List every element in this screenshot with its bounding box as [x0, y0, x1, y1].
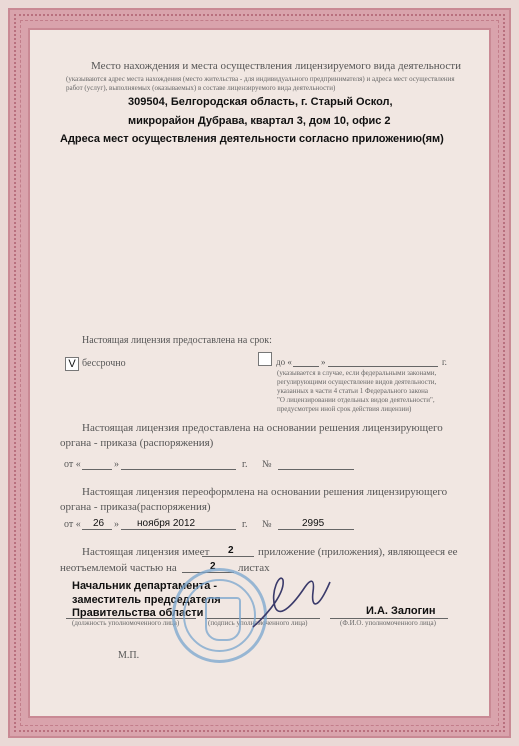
signatory-position-3: Правительства области — [72, 607, 204, 619]
basis2-from: от « — [64, 519, 81, 530]
address-line-3: Адреса мест осуществления деятельности согласно приложению(ям) — [60, 133, 444, 145]
basis2-line-2: органа - приказа(распоряжения) — [60, 501, 211, 513]
handwritten-signature — [245, 572, 335, 632]
signatory-position-2: заместитель председателя — [72, 594, 221, 606]
until-mid: » — [321, 357, 326, 367]
appendix-line-1a: Настоящая лицензия имеет — [82, 546, 210, 558]
basis1-line-2: органа - приказа (распоряжения) — [60, 437, 214, 449]
basis2-day: 26 — [93, 518, 105, 529]
basis2-day-line — [82, 529, 112, 530]
basis2-month-line — [121, 529, 236, 530]
position-caption: (должность уполномоченного лица) — [72, 619, 180, 627]
appendix-count-line — [202, 556, 254, 557]
basis1-num: № — [262, 459, 272, 470]
basis1-close: » — [114, 459, 119, 470]
basis2-number: 2995 — [302, 518, 325, 529]
address-line-2: микрорайон Дубрава, квартал 3, дом 10, офис 2 — [128, 115, 391, 127]
basis2-num: № — [262, 519, 272, 530]
basis1-month-line — [121, 469, 236, 470]
header-note-1: (указываются адрес места нахождения (место жительства - для индивидуального предпринимателя) и адреса мест осуществления — [66, 75, 455, 83]
basis1-year: г. — [242, 459, 248, 470]
header-note-2: работ (услуг), выполняемых (оказываемых) в составе лицензируемого вида деятельности) — [66, 84, 336, 92]
appendix-line-1b: приложение (приложения), являющееся ее — [258, 546, 458, 558]
until-prefix: до « — [276, 357, 292, 367]
header-title: Место нахождения и места осуществления лицензируемого вида деятельности — [91, 60, 461, 72]
basis1-from: от « — [64, 459, 81, 470]
address-line-1: 309504, Белгородская область, г. Старый Оскол, — [128, 96, 393, 108]
basis2-year: г. — [242, 519, 248, 530]
term-note-5: предусмотрен иной срок действия лицензии) — [277, 405, 412, 413]
signatory-position-1: Начальник департамента - — [72, 580, 218, 592]
term-note-4: "О лицензировании отдельных видов деятельности", — [277, 396, 435, 404]
basis2-month-year: ноября 2012 — [137, 518, 196, 529]
basis2-line-1: Настоящая лицензия переоформлена на основании решения лицензирующего — [82, 486, 448, 498]
term-until-checkbox — [258, 352, 272, 366]
coat-of-arms-icon — [205, 597, 241, 641]
appendix-sheets: 2 — [210, 561, 216, 572]
until-month-line — [328, 366, 438, 367]
term-intro: Настоящая лицензия предоставлена на срок: — [82, 335, 272, 346]
term-note-3: указанных в части 4 статьи 1 Федерального закона — [277, 387, 429, 395]
until-day-line — [293, 366, 319, 367]
basis2-number-line — [278, 529, 354, 530]
term-note-2: регулирующими осуществление видов деятельности, — [277, 378, 437, 386]
appendix-line-2a: неотъемлемой частью на — [60, 562, 177, 574]
appendix-line-2b: листах — [238, 562, 270, 574]
basis1-day-line — [82, 469, 112, 470]
appendix-count: 2 — [228, 545, 234, 556]
name-caption: (Ф.И.О. уполномоченного лица) — [340, 619, 436, 627]
term-note-1: (указывается в случае, если федеральными законами, — [277, 369, 437, 377]
basis1-line-1: Настоящая лицензия предоставлена на основании решения лицензирующего — [82, 422, 443, 434]
signatory-name: И.А. Залогин — [366, 605, 436, 617]
basis2-close: » — [114, 519, 119, 530]
basis1-number-line — [278, 469, 354, 470]
signature-caption: (подпись уполномоченного лица) — [208, 619, 308, 627]
until-suffix: г. — [442, 357, 447, 367]
seal-place-label: М.П. — [118, 650, 140, 661]
term-unlimited-label: бессрочно — [82, 358, 126, 369]
term-unlimited-checkbox: V — [65, 357, 79, 371]
